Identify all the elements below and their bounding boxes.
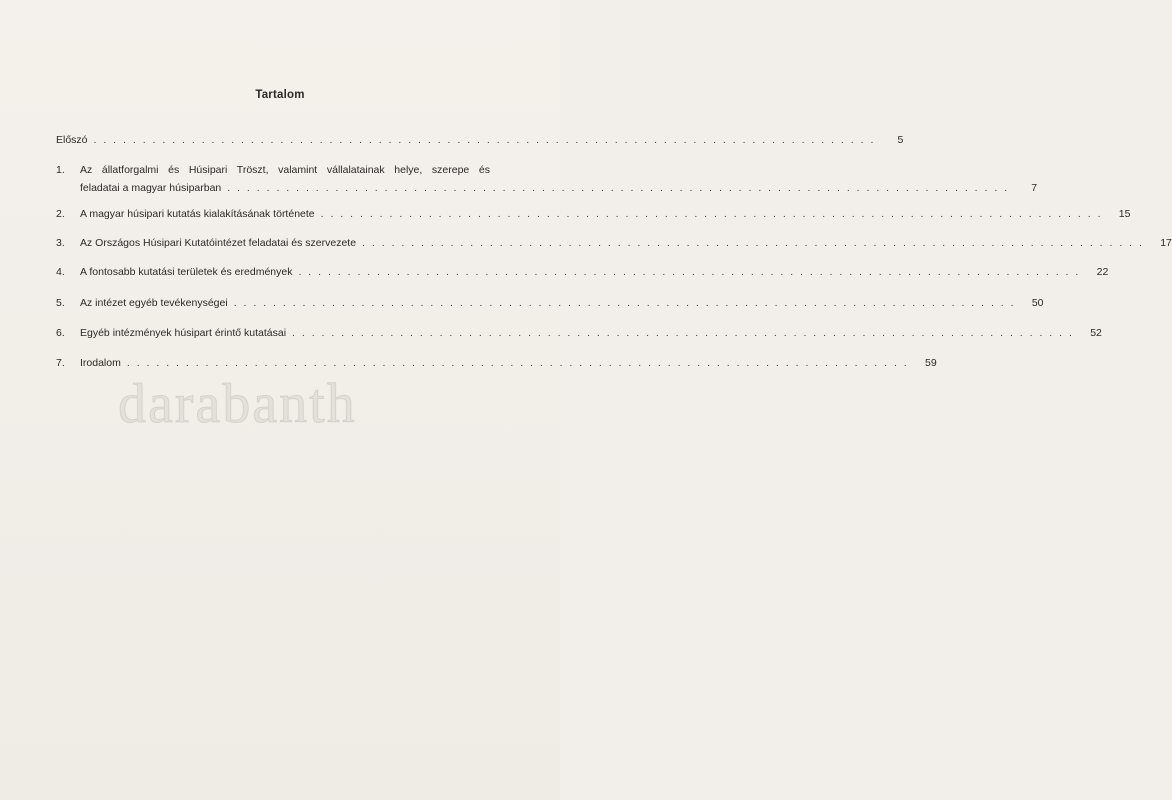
toc-entry-number: 6. (56, 327, 65, 339)
toc-entry-5 (56, 294, 1044, 312)
toc-entry-label: Az Országos Húsipari Kutatóintézet feladatai és szervezete (80, 237, 357, 249)
dot-leader (227, 179, 1009, 197)
toc-entry-label-line2: feladatai a magyar húsiparban (80, 182, 222, 194)
dot-leader (94, 131, 876, 149)
toc-entry-6 (56, 324, 1102, 342)
toc-entry-label-line1: Az állatforgalmi és Húsipari Tröszt, valamint vállalatainak helye, szerepe és (80, 164, 490, 176)
watermark: darabanth (118, 373, 357, 435)
toc-entry-number: 3. (56, 237, 65, 249)
toc-entry-preface (56, 131, 904, 149)
page-title: Tartalom (255, 89, 305, 101)
toc-page-number: 15 (1118, 208, 1131, 220)
toc-entry-7 (56, 354, 937, 372)
toc-entry-label: A fontosabb kutatási területek és eredmények (80, 266, 293, 278)
toc-page-number: 59 (925, 357, 937, 369)
toc-entry-label: Az intézet egyéb tevékenységei (80, 297, 228, 309)
toc-entry-4 (56, 263, 1109, 281)
toc-entry-number: 5. (56, 297, 65, 309)
toc-entry-number: 2. (56, 208, 65, 220)
dot-leader (234, 294, 1016, 312)
dot-leader (127, 354, 909, 372)
toc-entry-number: 1. (56, 164, 65, 176)
toc-entry-2 (56, 205, 1131, 223)
toc-page-number: 22 (1096, 266, 1109, 278)
toc-entry-1 (56, 161, 1038, 197)
toc-page-number: 17 (1160, 237, 1172, 249)
toc-page-number: 5 (897, 134, 904, 146)
toc-entry-number: 4. (56, 266, 65, 278)
toc-entry-number: 7. (56, 357, 65, 369)
toc-page-number: 50 (1031, 297, 1044, 309)
dot-leader (321, 205, 1103, 223)
dot-leader (298, 263, 1080, 281)
toc-entry-label: Irodalom (80, 357, 121, 369)
dot-leader (362, 234, 1144, 252)
toc-page-number: 52 (1090, 327, 1102, 339)
dot-leader (292, 324, 1074, 342)
toc-page-number: 7 (1031, 182, 1038, 194)
toc-entry-label: Előszó (56, 134, 88, 146)
toc-entry-label: A magyar húsipari kutatás kialakításának története (80, 208, 315, 220)
toc-entry-label: Egyéb intézmények húsipart érintő kutatásai (80, 327, 287, 339)
toc-entry-3 (56, 234, 1172, 252)
